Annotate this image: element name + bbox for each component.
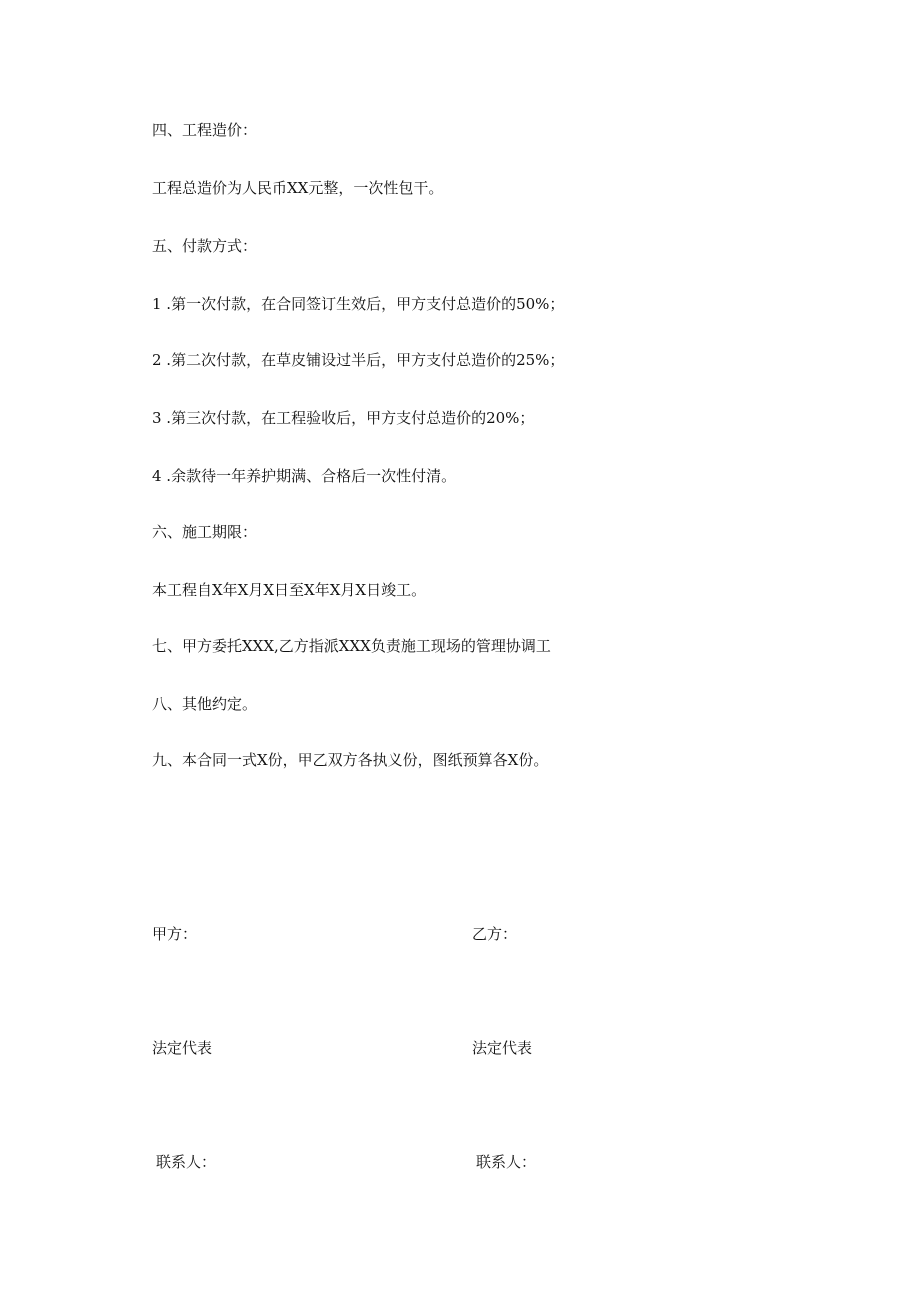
section-management: 七、甲方委托XXX,乙方指派XXX负责施工现场的管理协调工 xyxy=(152,637,551,655)
payment-item-4: 4 .余款待一年养护期满、合格后一次性付清。 xyxy=(152,467,457,485)
section-copies: 九、本合同一式X份，甲乙双方各执义份，图纸预算各X份。 xyxy=(152,751,549,769)
section-heading-schedule: 六、施工期限： xyxy=(152,523,258,541)
party-b-label: 乙方： xyxy=(472,925,518,943)
price-paragraph: 工程总造价为人民币XX元整，一次性包干。 xyxy=(152,179,444,197)
schedule-paragraph: 本工程自X年X月X日至X年X月X日竣工。 xyxy=(152,581,427,599)
section-other-terms: 八、其他约定。 xyxy=(152,695,258,713)
payment-item-3: 3 .第三次付款，在工程验收后，甲方支付总造价的20%； xyxy=(152,409,535,427)
payment-item-1: 1 .第一次付款，在合同签订生效后，甲方支付总造价的50%； xyxy=(152,295,565,313)
section-heading-payment: 五、付款方式： xyxy=(152,237,258,255)
payment-item-2: 2 .第二次付款，在草皮铺设过半后，甲方支付总造价的25%； xyxy=(152,351,565,369)
party-b-contact: 联系人： xyxy=(476,1153,537,1171)
party-b-legal-rep: 法定代表 xyxy=(472,1039,533,1057)
party-a-label: 甲方： xyxy=(152,925,198,943)
section-heading-price: 四、工程造价： xyxy=(152,121,258,139)
party-a-contact: 联系人： xyxy=(156,1153,217,1171)
party-a-legal-rep: 法定代表 xyxy=(152,1039,213,1057)
